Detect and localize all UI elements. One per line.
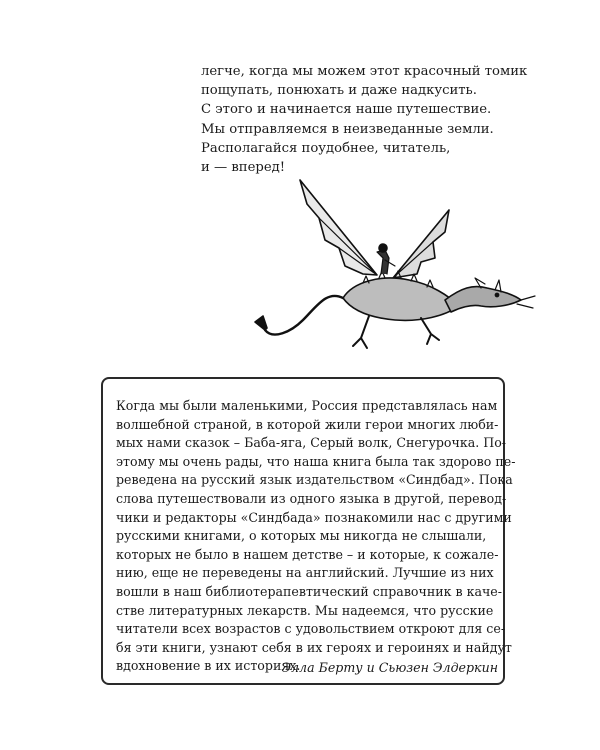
translator-note-text [116,397,516,676]
note-line: русскими книгами, о которых мы никогда не слышали, [116,528,487,544]
note-line: стве литературных лекарств. Мы надеемся, что русские [116,602,494,618]
note-line: вдохновение в их историях. [116,658,301,674]
note-line: мых нами сказок – Баба-яга, Серый волк, Снегурочка. По- [116,435,507,451]
verse-line: С этого и начинается наше путешествие. [201,102,492,118]
note-line: нию, еще не переведены на английский. Лучшие из них [116,565,494,581]
note-line: чики и редакторы «Синдбада» познакомили нас с другими [116,509,512,525]
dragon-with-rider-illustration [245,170,545,370]
note-line: вошли в наш библиотерапевтический справочник в каче- [116,583,502,599]
note-line: слова путешествовали из одного языка в другой, перевод- [116,490,507,506]
note-line: которых не было в нашем детстве – и которые, к сожале- [116,546,499,562]
intro-verse [201,62,528,177]
note-signature: Элла Берту и Сьюзен Элдеркин [281,660,498,675]
verse-line: легче, когда мы можем этот красочный томик [201,64,528,79]
note-line: этому мы очень рады, что наша книга была так здорово пе- [116,453,516,469]
verse-line: и — вперед! [201,160,286,176]
note-line: Когда мы были маленькими, Россия представлялась нам [116,398,498,413]
note-line: читатели всех возрастов с удовольствием откроют для се- [116,621,506,637]
verse-line: Располагайся поудобнее, читатель, [201,140,451,156]
note-line: бя эти книги, узнают себя в их героях и героинях и найдут [116,639,512,655]
note-line: волшебной страной, в которой жили герои многих люби- [116,416,499,432]
verse-line: Мы отправляемся в неизведанные земли. [201,121,494,137]
verse-line: пощупать, понюхать и даже надкусить. [201,83,477,99]
note-line: реведена на русский язык издательством «Синдбад». Пока [116,472,513,488]
